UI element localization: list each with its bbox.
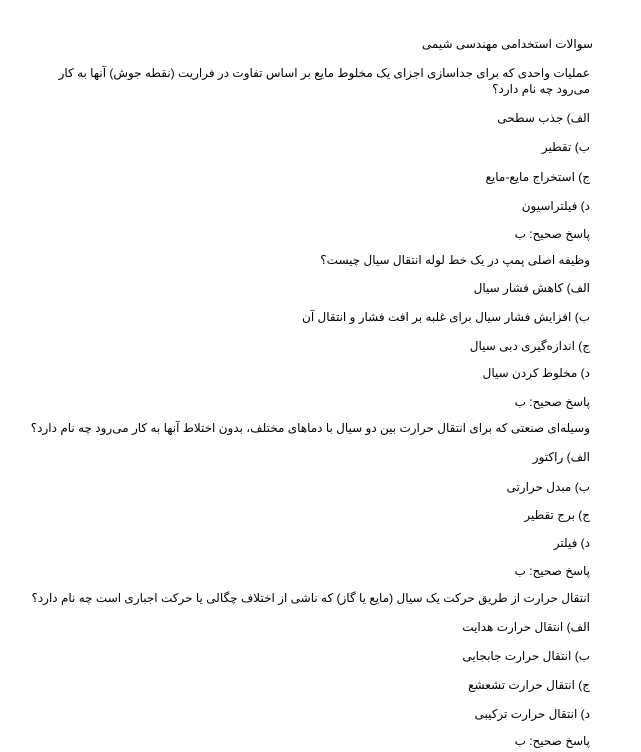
question-3-option-d: د) فیلتر (553, 536, 590, 550)
question-1-option-a: الف) جذب سطحی (497, 111, 590, 125)
question-4-answer: پاسخ صحیح: ب (514, 734, 590, 748)
question-4-option-a: الف) انتقال حرارت هدایت (462, 620, 590, 634)
question-2-option-c: ج) اندازه‌گیری دبی سیال (469, 339, 590, 353)
document-title: سوالات استخدامی مهندسی شیمی (421, 37, 593, 51)
question-1-option-b: ب) تقطیر (541, 140, 590, 154)
question-2-answer: پاسخ صحیح: ب (514, 395, 590, 409)
question-3-text: وسیله‌ای صنعتی که برای انتقال حرارت بین دو سیال با دماهای مختلف، بدون اختلاط آنها به کار می‌رود چه نام دارد؟ (30, 421, 590, 435)
question-2-option-a: الف) کاهش فشار سیال (473, 281, 590, 295)
question-1-answer: پاسخ صحیح: ب (514, 227, 590, 241)
question-3-option-c: ج) برج تقطیر (524, 508, 590, 522)
question-2-text: وظیفه اصلی پمپ در یک خط لوله انتقال سیال چیست؟ (320, 253, 590, 267)
question-1-option-d: د) فیلتراسیون (521, 199, 590, 213)
question-3-option-b: ب) مبدل حرارتی (506, 480, 590, 494)
question-2-option-b: ب) افزایش فشار سیال برای غلبه بر افت فشار و انتقال آن (302, 310, 590, 324)
question-1-text: عملیات واحدی که برای جداسازی اجزای یک مخلوط مایع بر اساس تفاوت در فراریت (نقطه جوش) آنها به کار می‌رود چه نام دارد؟ (58, 66, 590, 96)
question-4-option-c: ج) انتقال حرارت تشعشع (468, 678, 590, 692)
question-3-answer: پاسخ صحیح: ب (514, 564, 590, 578)
question-2-option-d: د) مخلوط کردن سیال (482, 366, 590, 380)
question-1-option-c: ج) استخراج مایع-مایع (485, 170, 590, 184)
question-4-text: انتقال حرارت از طریق حرکت یک سیال (مایع یا گاز) که ناشی از اختلاف چگالی یا حرکت اجباری است چه نام دارد؟ (31, 591, 590, 605)
question-4-option-b: ب) انتقال حرارت جابجایی (462, 649, 590, 663)
question-4-option-d: د) انتقال حرارت ترکیبی (474, 707, 590, 721)
question-3-option-a: الف) راکتور (532, 450, 590, 464)
